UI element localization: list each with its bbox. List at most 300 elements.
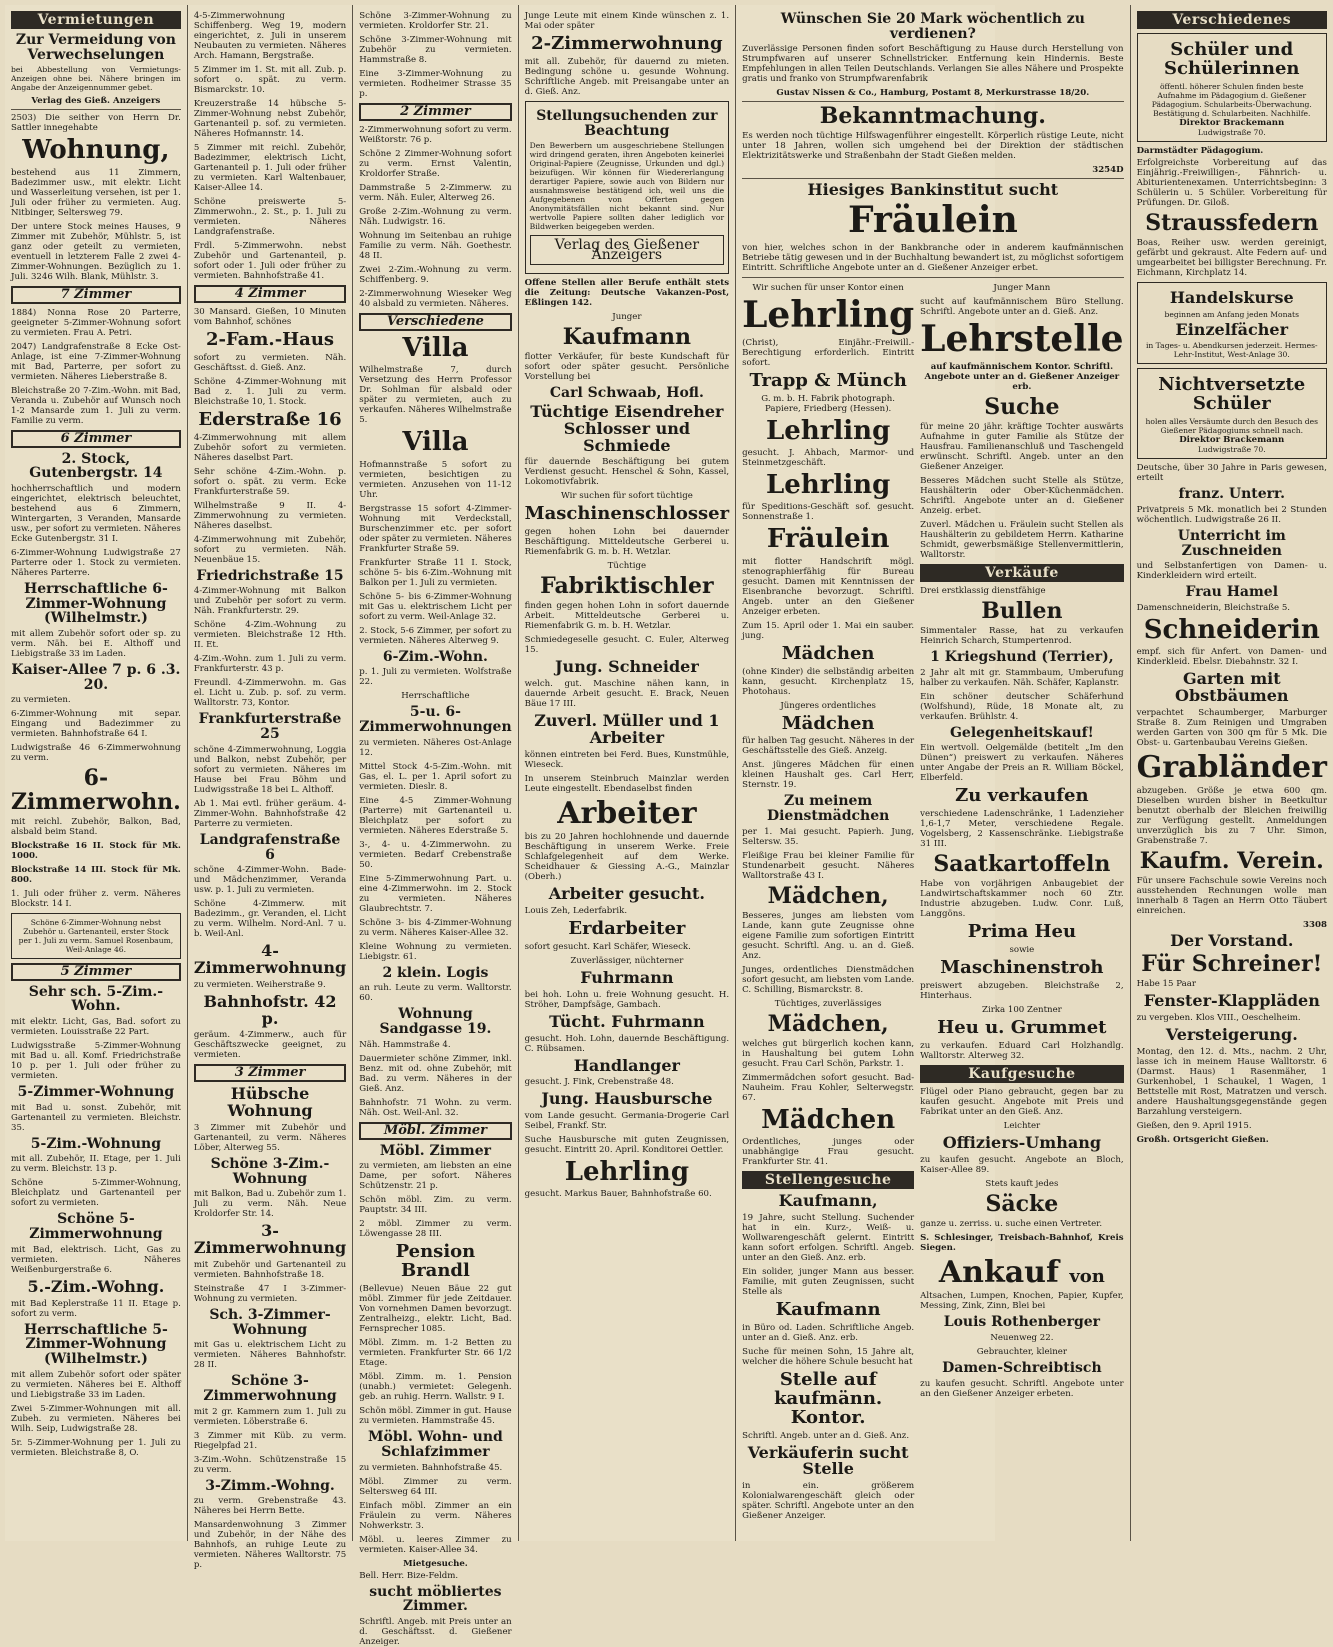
ad-text: mit allem Zubehör sofort oder später zu vermieten. Näheres bei E. Althoff und Liebigstraße 33 im Laden. <box>11 1369 181 1400</box>
section-header-stellengesuche: Stellengesuche <box>742 1171 914 1189</box>
ad-text: Zum 15. April oder 1. Mai ein sauber. jung. <box>742 620 915 641</box>
ad-text: verpachtet Schaumberger, Marburger Straße 8. Zum Reinigen und Umgraben werden Garten von 300 qm für 5 Mk. Die Obst- u. Gartenbaubau Vereins Gießen. <box>1136 707 1327 748</box>
ad-text: Möbl. u. leeres Zimmer zu vermieten. Kaiser-Allee 34. <box>359 1534 512 1555</box>
ad-text: 2047) Landgrafenstraße 8 Ecke Ost-Anlage, ist eine 7-Zimmer-Wohnung mit Bad, Parterre, per sofort zu vermieten. Näheres Lieberstraße 8. <box>11 341 181 382</box>
ad-subcolumn <box>742 281 914 1525</box>
ad-text: mit 2 gr. Kammern zum 1. Juli zu vermieten. Löberstraße 6. <box>193 1406 347 1427</box>
ad-headline: Gelegenheitskauf! <box>949 724 1094 741</box>
ad-text: Bell. Herr. Bize-Feldm. <box>359 1570 459 1581</box>
ad-headline: Mädchen <box>781 642 875 664</box>
ad-headline: Frankfurterstraße 25 <box>198 711 342 743</box>
column-4 <box>519 5 736 1541</box>
ad-headline: Bullen <box>981 597 1063 624</box>
ad-headline: Sehr sch. 5-Zim.-Wohn. <box>28 983 164 1015</box>
ad-text: Ludwigstraße 46 6-Zimmerwohnung zu verm. <box>11 743 181 764</box>
ad-text: Besseres, junges am liebsten vom Lande, kann gute Zeugnisse ohne eigene Familie zum sofortigen Eintritt gesucht. Schriftl. Ang. u. an d. Gieß. Anz. <box>742 910 915 961</box>
ad-text: Möbl. Zimm. m. 1-2 Betten zu vermieten. Frankfurter Str. 66 1/2 Etage. <box>359 1338 512 1369</box>
ad-headline: Saatkartoffeln <box>933 851 1111 878</box>
ad-text: bestehend aus 11 Zimmern, Badezimmer usw., mit elektr. Licht und Wasserleitung versehen, ist per 1. Juli oder früher zu vermieten. Aug. Nitbinger, Seltersweg 79. <box>11 167 181 218</box>
ad-headline: Tüchtige Eisendreher Schlosser und Schmiede <box>530 402 724 455</box>
ad-text: ganze u. zerriss. u. suche einen Vertreter. <box>920 1218 1103 1229</box>
ad-text: Hofmannstraße 5 sofort zu vermieten, besichtigen zu vermieten. Anzusehen von 11-12 Uhr. <box>359 459 512 500</box>
ad-headline: Fuhrmann <box>580 968 674 987</box>
ad-sign: Louis Rothenberger <box>943 1314 1101 1331</box>
ad-headline: Villa <box>402 333 469 363</box>
ad-frame: Schöne 6-Zimmer-Wohnung nebst Zubehör u. Gartenanteil, erster Stock per 1. Juli zu verm. Samuel Rosenbaum, Weil-Anlage 46. <box>11 913 181 959</box>
ad-text: Erfolgreichste Vorbereitung auf das Einjährig.-Freiwilligen-, Fähnrich- u. Abiturientenexamen. Unterrichtsbeginn: 3 Schülerin u. 5 Schüler. Vorbereitung für Prüfungen. Dr. Giloß. <box>1136 157 1327 208</box>
ad-text: per 1. Mai gesucht. Papierh. Jung, Seltersw. 35. <box>742 826 915 847</box>
ad-headline: Bahnhofstr. 42 p. <box>203 991 337 1028</box>
ad-title: Darmstädter Pädagogium. <box>1136 145 1264 156</box>
ad-sign: Frau Hamel <box>1185 584 1279 601</box>
ad-headline: Fräulein <box>766 524 890 555</box>
ad-headline: Möbl. Wohn- und Schlafzimmer <box>368 1429 503 1460</box>
ad-text: holen alles Versäumte durch den Besuch des Gießener Pädagogiums schnell nach. <box>1145 417 1319 436</box>
ad-text: Steinstraße 47 I 3-Zimmer-Wohnung zu vermieten. <box>193 1283 347 1304</box>
ad-text: Schöne 5- bis 6-Zimmer-Wohnung mit Gas u. elektrischem Licht per sofort zu verm. Weil-Anlage 32. <box>359 591 512 622</box>
ad-text: Wilhelmstraße 9 II. 4-Zimmerwohnung zu vermieten. Näheres daselbst. <box>193 500 347 531</box>
ad-headline: Zu verkaufen <box>955 785 1089 807</box>
column-1 <box>5 5 188 1541</box>
ad-text: Bergstrasse 15 sofort 4-Zimmer-Wohnung mit Verdeckstall, Burschenzimmer etc. per sofort oder später zu vermieten. Näheres Frankfurter Straße 59. <box>359 503 512 554</box>
notice-title: Zur Vermeidung von Verwechselungen <box>15 32 176 63</box>
ad-text: gesucht. Hoh. Lohn, dauernde Beschäftigung. C. Rübsamen. <box>524 1033 730 1054</box>
ad-text: in Büro od. Laden. Schriftliche Angeb. unter an d. Gieß. Anz. erb. <box>742 1322 915 1343</box>
ad-headline: 2-Fam.-Haus <box>205 329 335 350</box>
ad-headline: Schöne 3-Zimmerwohnung <box>203 1373 337 1405</box>
notice-body: bei Abbestellung von Vermietungs-Anzeigen ohne bei. Nähere bringen im Angabe der Anzeigennummer gebet. <box>11 65 181 93</box>
ad-sign: Der Vorstand. <box>1170 931 1294 951</box>
ad-text: mit Bad, elektrisch. Licht, Gas zu vermieten. Näheres Weißenburgerstraße 6. <box>11 1244 181 1275</box>
ad-text: finden gegen hohen Lohn in sofort dauernde Arbeit. Mitteldeutsche Gerberei u. Riemenfabrik G. m. b. H. Wetzlar. <box>524 601 730 632</box>
section-header-4-zimmer: 4 Zimmer <box>194 285 346 303</box>
ad-text: S. Schlesinger, Treisbach-Bahnhof, Kreis Siegen. <box>920 1232 1124 1253</box>
ad-text: Schöne 3- bis 4-Zimmer-Wohnung zu verm. Näheres Kaiser-Allee 32. <box>359 917 512 938</box>
ad-text: gesucht. Markus Bauer, Bahnhofstraße 60. <box>524 1189 712 1200</box>
ad-text: Herrschaftliche <box>401 691 470 702</box>
ad-headline: Kaufm. Verein. <box>1139 848 1324 875</box>
ad-text: zu kaufen gesucht. Schriftl. Angebote unter an den Gießener Anzeiger erbeten. <box>920 1378 1124 1399</box>
ad-number: 3254D <box>1092 165 1124 176</box>
ad-text: Zuverlässiger, nüchterner <box>570 956 684 966</box>
ad-headline: Villa <box>402 427 469 458</box>
ad-text: Eine 4-5 Zimmer-Wohnung (Parterre) mit Gartenanteil u. Bleichplatz per sofort zu vermieten. Näheres Ederstraße 5. <box>359 795 512 836</box>
ad-text: mit flotter Handschrift mögl. stenographierfähig für Bureau gesucht. Damen mit Kenntnissen der Eisenbranche bevorzugt. Schriftl. Angeb. unter an den Gießener Anzeiger erbeten. <box>742 556 915 617</box>
ad-text: Ordentliches, junges oder unabhängige Frau gesucht. Frankfurter Str. 41. <box>742 1137 915 1168</box>
ad-text: welch. gut. Maschine nähen kann, in dauernde Arbeit gesucht. E. Brack, Neuen Bäue 17 III. <box>524 679 730 710</box>
ad-text: Simmentaler Rasse, hat zu verkaufen Heinrich Scharch, Stumpertenrod. <box>920 626 1124 647</box>
ad-headline: Fabriktischler <box>540 573 714 600</box>
ad-headline: Handelskurse <box>1169 287 1294 307</box>
ad-text: 2. Stock, 5-6 Zimmer, per sofort zu vermieten. Näheres Alterweg 9. <box>359 625 512 646</box>
ad-text: Dammstraße 5 2-Zimmerw. zu verm. Näh. Euler, Alterweg 26. <box>359 183 512 203</box>
ad-text: Louis Zeh, Lederfabrik. <box>524 906 628 917</box>
ad-text: Jüngeres ordentliches <box>780 700 876 711</box>
ad-text: gesucht. J. Ahbach, Marmor- und Steinmetzgeschäft. <box>742 448 915 469</box>
ad-text: 4-Zim.-Wohn. zum 1. Juli zu verm. Frankfurterstr. 43 p. <box>193 654 347 675</box>
ad-headline: Möbl. Zimmer <box>379 1142 491 1159</box>
ad-text: 4-Zimmerwohnung mit allem Zubehör sofort zu vermieten. Näheres daselbst Part. <box>193 432 347 463</box>
ad-text: gesucht. J. Fink, Crebenstraße 48. <box>524 1077 674 1088</box>
ad-headline: Herrschaftliche 6-Zimmer-Wohnung (Wilhelmstr.) <box>24 581 168 627</box>
ad-headline: Lehrling <box>766 470 891 501</box>
ad-headline: Mädchen <box>761 1104 896 1135</box>
ad-text: Mittel Stock 4-5-Zim.-Wohn. mit Gas, el. L. per 1. April sofort zu vermieten. Dieslr. 8. <box>359 761 512 792</box>
ad-headline: Jung. Hausbursche <box>541 1089 713 1109</box>
ad-headline: Unterricht im Zuschneiden <box>1177 527 1286 559</box>
notice-frame <box>525 101 729 274</box>
ad-text: Ein schöner deutscher Schäferhund (Wolfshund), Rüde, 18 Monate alt, zu verkaufen. Brühlstr. 4. <box>920 691 1124 722</box>
ad-headline: Lehrstelle <box>920 318 1124 361</box>
ad-text: Schöne 2 Zimmer-Wohnung sofort zu verm. Ernst Valentin, Kroldorfer Straße. <box>359 149 512 179</box>
ad-headline: Bekanntmachung. <box>819 103 1046 130</box>
ad-text: an ruh. Leute zu verm. Walltorstr. 60. <box>359 983 512 1004</box>
section-header-verkaeufe: Verkäufe <box>920 564 1123 582</box>
ad-text: Ludwigsstraße 5-Zimmer-Wohnung mit Bad u. all. Komf. Friedrichstraße 10 p. per 1. Juli oder früher zu vermieten. <box>11 1041 181 1082</box>
ad-headline <box>920 1254 1123 1290</box>
ad-headline: Fenster-Klappläden <box>1143 991 1320 1011</box>
ad-text: 30 Mansard. Gießen, 10 Minuten vom Bahnhof, schönes <box>193 307 347 327</box>
ad-headline: Schöne 5-Zimmerwohnung <box>29 1211 163 1243</box>
ad-text: 1884) Nonna Rose 20 Parterre, geeigneter 5-Zimmer-Wohnung sofort zu vermieten. Frau A. Petri. <box>11 307 181 338</box>
ad-text: 2 Jahr alt mit gr. Stammbaum, Umberufung halber zu verkaufen. Näh. Schäfer, Kaplanstr. <box>920 667 1124 688</box>
section-header-6-zimmer: 6 Zimmer <box>11 430 181 448</box>
ad-text: Dauermieter schöne Zimmer, inkl. Benz. mit od. ohne Zubehör, mit Bad. zu verm. Näheres in der Gieß. Anz. <box>359 1053 512 1094</box>
ad-headline: Arbeiter gesucht. <box>548 884 705 904</box>
ad-text: welches gut bürgerlich kochen kann, in Haushaltung bei gutem Lohn gesucht. Frau Carl Schön, Parkstr. 1. <box>742 1038 915 1069</box>
ad-text: Fleißige Frau bei kleiner Familie für Stundenarbeit gesucht. Näheres Walltorstraße 43 I. <box>742 850 915 881</box>
ad-headline: Hiesiges Bankinstitut sucht <box>807 180 1059 200</box>
ad-text: Schön möbl. Zimmer in gut. Hause zu vermieten. Hammstraße 45. <box>359 1406 512 1427</box>
ad-headline: Schneiderin <box>1143 615 1320 645</box>
ad-headline: Verkäuferin sucht Stelle <box>747 1442 909 1479</box>
ad-text: 6-Zimmer-Wohnung Ludwigstraße 27 Parterre oder 1. Stock zu vermieten. Näheres Parterre. <box>11 548 181 579</box>
ad-text: von hier, welches schon in der Bankbranche oder in anderem kaufmännischen Betriebe tätig gewesen und in der Buchhaltung bewandert ist, zu möglichst sofortigem Eintritt. Schriftliche Angebote unter an d. Gießener Anzeiger erbet. <box>742 243 1124 274</box>
ad-subcolumn <box>920 281 1123 1525</box>
ad-text: Suche Hausbursche mit guten Zeugnissen, gesucht. Eintritt 20. April. Konditorei Oettler. <box>524 1135 730 1156</box>
ad-text: preiswert abzugeben. Bleichstraße 2, Hinterhaus. <box>920 981 1124 1002</box>
ad-text: Schöne 4-Zim.-Wohnung zu vermieten. Bleichstraße 12 Hth. II. Et. <box>193 620 347 651</box>
ad-text: Schöne 5-Zimmer-Wohnung, Bleichplatz und Gartenanteil per sofort zu vermieten. <box>11 1178 181 1209</box>
ad-text: Schöne 4-Zimmerw. mit Badezimm., gr. Veranden, el. Licht zu verm. Wilhelm. Nord-Anl. 7 u. b. Weil-Anl. <box>193 899 347 940</box>
ad-headline: Jung. Schneider <box>554 657 699 677</box>
ad-text: Der untere Stock meines Hauses, 9 Zimmer mit Zubehör, Mühlstr. 5, ist ganz oder geteilt zu vermieten, eventuell in letzterem Falle 2 zwei 4-Zimmer-Wohnungen. Bezüglich zu 1. Juli. 3246 Wilh. Blank, Mühlstr. 3. <box>11 221 181 282</box>
ad-headline: Kaiser-Allee 7 p. 6 .3. 20. <box>11 662 181 693</box>
ad-text: Wir suchen für unser Kontor einen <box>752 283 904 294</box>
ad-text: Sehr schöne 4-Zim.-Wohn. p. sofort o. spät. zu verm. Ecke Frankfurterstraße 59. <box>193 466 347 497</box>
ad-text: G. m. b. H. Fabrik photograph. Papiere, Friedberg (Hessen). <box>761 393 895 414</box>
ad-headline: Säcke <box>985 1190 1059 1217</box>
ad-text: können eintreten bei Ferd. Bues, Kunstmühle, Wieseck. <box>524 749 730 770</box>
ad-text: mit Balkon, Bad u. Zubehör zum 1. Juli zu verm. Näh. Neue Kroldorfer Str. 14. <box>193 1189 347 1220</box>
ad-text: mit all. Zubehör, II. Etage, per 1. Juli zu verm. Bleichstr. 13 p. <box>11 1154 181 1175</box>
ad-text: 2 möbl. Zimmer zu verm. Löwengasse 28 III. <box>359 1219 512 1240</box>
ad-headline: Erdarbeiter <box>568 918 686 940</box>
section-header-kaufgesuche: Kaufgesuche <box>920 1065 1123 1083</box>
ad-text: Wir suchen für sofort tüchtige <box>560 491 693 502</box>
ad-text: 5 Zimmer im 1. St. mit all. Zub. p. sofort o. spät. zu verm. Bismarckstr. 10. <box>193 65 347 95</box>
section-header-7-zimmer: 7 Zimmer <box>11 286 181 304</box>
ad-text: 2503) Die seither von Herrn Dr. Sattler innegehabte <box>11 113 181 134</box>
ad-title: Mietgesuche. <box>403 1558 468 1569</box>
ad-text: zu verkaufen. Eduard Carl Holzhandlg. Walltorstr. Alterweg 32. <box>920 1041 1124 1062</box>
notice-sign: Verlag des Gießener Anzeigers <box>530 235 724 265</box>
ad-text: Zwei 2-Zim.-Wohnung zu verm. Schiffenberg. 9. <box>359 265 512 285</box>
ad-headline: Schöne 3-Zim.-Wohnung <box>210 1156 330 1187</box>
ad-text: zu verm. Grebenstraße 43. Näheres bei Herrn Bette. <box>193 1496 347 1517</box>
ad-text: mit Bad u. sonst. Zubehör, mit Gartenanteil zu vermieten. Bleichstr. 35. <box>11 1102 181 1133</box>
ad-headline: Mädchen <box>781 712 875 734</box>
ad-text: für meine 20 jähr. kräftige Tochter auswärts Aufnahme in guter Familie als Stütze der Hausfrau. Familienanschluß und Taschengeld erwünscht. Schriftl. Angeb. unter an den Gießener Anzeiger. <box>920 421 1124 472</box>
ad-text: Ludwigstraße 70. <box>1197 127 1266 137</box>
column-3 <box>353 5 518 1647</box>
ad-sign: Direktor Brackemann <box>1179 435 1285 446</box>
notice-sign: Verlag des Gieß. Anzeigers <box>31 96 161 107</box>
ad-headline: Lehrling <box>766 415 891 446</box>
ad-headline: Landgrafenstraße 6 <box>199 831 341 863</box>
ad-headline: Sch. 3-Zimmer-Wohnung <box>209 1306 331 1338</box>
ad-text: bei hoh. Lohn u. freie Wohnung gesucht. H. Ströher, Dampfsäge, Gambach. <box>524 989 730 1010</box>
ad-text: Tüchtiges, zuverlässiges <box>774 998 882 1009</box>
ad-text: Bleichstraße 20 7-Zim.-Wohn. mit Bad, Veranda u. Zubehör auf Wunsch noch 1-2 Mansarde zum 1. Juli zu verm. Familie zu verm. <box>11 385 181 426</box>
ad-text: Altsachen, Lumpen, Knochen, Papier, Kupfer, Messing, Zink, Zinn, Blei bei <box>920 1291 1124 1312</box>
ad-text: Freundl. 4-Zimmerwohn. m. Gas el. Licht u. Zub. p. sof. zu verm. Walltorstr. 73, Kontor. <box>193 678 347 709</box>
ad-text: zu kaufen gesucht. Angebote an Bloch, Kaiser-Allee 89. <box>920 1154 1124 1175</box>
ad-headline: Lehrling <box>564 1157 689 1188</box>
ad-text: Für unsere Fachschule sowie Vereins noch ausstehenden Rechnungen wolle man innerhalb 8 Tagen an Herrn Otto Täubert einreichen. <box>1136 876 1327 917</box>
ad-text: (Christ), Einjähr.-Freiwill.-Berechtigung erforderlich. Eintritt sofort. <box>742 337 915 368</box>
ad-text: Kleine Wohnung zu vermieten. Liebigstr. 61. <box>359 941 512 962</box>
ad-text: 3-, 4- u. 4-Zimmerwohn. zu vermieten. Bedarf Crebenstraße 50. <box>359 839 512 870</box>
ad-text: und Selbstanfertigen von Damen- u. Kinderkleidern wird erteilt. <box>1136 561 1327 582</box>
ad-headline: Lehrling <box>742 294 915 337</box>
ad-text: zu vermieten. Weiherstraße 9. <box>193 979 326 990</box>
ad-text: empf. sich für Anfert. von Damen- und Kinderkleid. Ebelsr. Diebahnstr. 32 I. <box>1136 647 1327 668</box>
ad-text: Eine 3-Zimmer-Wohnung zu vermieten. Rodheimer Strasse 35 p. <box>359 69 512 99</box>
ad-text: in ein. größerem Kolonialwarengeschäft gleich oder später. Schriftl. Angebote unter an den Gießener Anzeiger. <box>742 1481 915 1522</box>
ad-text: 3-Zim.-Wohn. Schützenstraße 15 zu verm. <box>193 1454 347 1475</box>
ad-text: Offene Stellen aller Berufe enthält stets die Zeitung: Deutsche Vakanzen-Post, Eßlingen 142. <box>524 278 730 309</box>
ad-text: Wohnung im Seitenbau an ruhige Familie zu verm. Näh. Goethestr. 48 II. <box>359 231 512 261</box>
ad-text: Suche für meinen Sohn, 15 Jahre alt, welcher die höhere Schule besucht hat <box>742 1346 915 1367</box>
ad-text: sofort zu vermieten. Näh. Geschäftsst. d. Gieß. Anz. <box>193 352 347 373</box>
ad-text: bis zu 20 Jahren hochlohnende und dauernde Beschäftigung in unserem Werke. Freie Schlafgelegenheit auf dem Werke. Scheidhauer & Giessing A.-G., Mainzlar (Oberh.) <box>524 832 730 883</box>
ad-headline: 2. Stock, Gutenbergstr. 14 <box>29 450 163 482</box>
ad-text: mit Bad Keplerstraße 11 II. Etage p. sofort zu verm. <box>11 1298 181 1319</box>
ad-text: Flügel oder Piano gebraucht, gegen bar zu kaufen gesucht. Angebote mit Preis und Fabrikat unter an den Gieß. Anz. <box>920 1087 1124 1118</box>
ad-text: Tüchtige <box>607 561 647 572</box>
ad-headline: Schüler und Schülerinnen <box>1164 39 1300 79</box>
ad-text: Frdl. 5-Zimmerwohn. nebst Zubehör und Gartenanteil, p. sofort oder 1. Juli oder früher zu vermieten. Bahnhofstraße 41. <box>193 241 347 281</box>
ad-text: Gebrauchter, kleiner <box>976 1347 1068 1358</box>
ad-text: Leichter <box>1003 1121 1041 1132</box>
ad-headline: 4-Zimmerwohnung <box>193 941 347 978</box>
ad-headline: 6-Zim.-Wohn. <box>382 648 488 665</box>
ad-frame <box>1137 282 1327 365</box>
ad-headline: Kaufmann <box>562 324 692 351</box>
ad-text: 3 Zimmer mit Küb. zu verm. Riegelpfad 21. <box>193 1430 347 1451</box>
ad-text: hochherrschaftlich und modern eingerichtet, elektrisch beleuchtet, bestehend aus 6 Zimmern, Wintergarten, 3 Veranden, Mansarde usw., per sofort zu vermieten. Näheres Ecke Gutenbergstr. 31 I. <box>11 484 181 545</box>
ad-headline: Wohnung, <box>22 135 170 166</box>
ad-text: in Tages- u. Abendkursen jederzeit. Hermes-Lehr-Institut, West-Anlage 30. <box>1145 341 1318 360</box>
ad-headline: 5-u. 6-Zimmerwohnungen <box>359 704 512 735</box>
ad-text: auf kaufmännischem Kontor. Schriftl. Angebote unter an d. Gießener Anzeiger erb. <box>924 361 1120 392</box>
ad-headline: Garten mit Obstbäumen <box>1175 669 1289 706</box>
ad-text: für halben Tag gesucht. Näheres in der Geschäftsstelle des Gieß. Anzeig. <box>742 736 915 757</box>
ad-text: sowie <box>1009 945 1035 956</box>
ad-headline: 5-Zimmer-Wohnung <box>17 1084 175 1101</box>
ad-text: 2-Zimmerwohnung Wieseker Weg 40 alsbald zu vermieten. Näheres. <box>359 289 512 309</box>
ad-text: 2-Zimmerwohnung sofort zu verm. Weißtorstr. 76 p. <box>359 125 512 145</box>
ad-headline: Maschinenschlosser <box>524 503 730 525</box>
section-header-2-zimmer: 2 Zimmer <box>359 103 511 121</box>
ad-text: sucht auf kaufmännischem Büro Stellung. Schriftl. Angebote unter an d. Gieß. Anz. <box>920 297 1124 318</box>
ad-headline: Für Schreiner! <box>1141 951 1323 978</box>
ad-text: Schmiedegeselle gesucht. C. Euler, Alterweg 15. <box>524 635 730 656</box>
ad-text: Drei erstklassig dienstfähige <box>920 585 1046 596</box>
ad-text: p. 1. Juli zu vermieten. Wolfstraße 22. <box>359 667 512 688</box>
ad-text: Schöne 4-Zimmer-Wohnung mit Bad z. 1. Juli zu verm. Bleichstraße 10, 1. Stock. <box>193 376 347 407</box>
ad-headline: 1 Kriegshund (Terrier), <box>930 649 1114 666</box>
ad-text: mit Gas u. elektrischem Licht zu vermieten. Näheres Bahnhofstr. 28 II. <box>193 1340 347 1371</box>
ad-text: geräum. 4-Zimmerw., auch für Geschäftszwecke geeignet, zu vermieten. <box>193 1030 347 1061</box>
ad-text: zu vermieten. <box>11 695 71 706</box>
ad-headline: Arbeiter <box>557 795 697 831</box>
ad-text: mit elektr. Licht, Gas, Bad. sofort zu vermieten. Louisstraße 22 Part. <box>11 1017 181 1038</box>
ad-text: 6-Zimmer-Wohnung mit separ. Eingang und Badezimmer zu vermieten. Bahnhofstraße 64 I. <box>11 709 181 740</box>
section-header-verschiedenes: Verschiedenes <box>1137 11 1327 29</box>
ad-sign: Carl Schwaab, Hofl. <box>549 385 704 402</box>
ad-text: vom Lande gesucht. Germania-Drogerie Carl Seibel, Frankf. Str. <box>524 1111 730 1132</box>
ad-headline: 2-Zimmerwohnung <box>531 33 723 54</box>
ad-text: Ein solider, junger Mann aus besser. Familie, mit guten Zeugnissen, sucht Stelle als <box>742 1267 915 1298</box>
ad-text: Privatpreis 5 Mk. monatlich bei 2 Stunden wöchentlich. Ludwigstraße 26 II. <box>1136 504 1327 525</box>
ad-headline: Offiziers-Umhang <box>942 1133 1102 1153</box>
ad-text: Es werden noch tüchtige Hilfswagenführer eingestellt. Körperlich rüstige Leute, nicht unter 18 Jahren, wollen sich umgehend bei der Direktion der städtischen Elektrizitätswerke und Straßenbahn der Stadt Gießen melden. <box>742 131 1124 162</box>
column-2 <box>188 5 353 1571</box>
ad-text: Schöne 3-Zimmer-Wohnung mit Zubehör zu vermieten. Hammstraße 8. <box>359 35 512 65</box>
section-header-5-zimmer: 5 Zimmer <box>11 963 181 981</box>
ad-sign: Trapp & Münch <box>749 369 907 391</box>
ad-text: Zuverlässige Personen finden sofort Beschäftigung zu Hause durch Herstellung von Strumpfwaren auf unserer Schnellstricker. Entfernung kein Hindernis. Beste Empfehlungen in allen Teilen Deutschlands. Verlangen Sie alles Nähere und Prospekte gratis und franko von Strumpfwarenfabrik <box>742 44 1124 85</box>
ad-text: (ohne Kinder) die selbständig arbeiten kann, gesucht. Kirchenplatz 15, Photohaus. <box>742 666 915 697</box>
ad-text: Möbl. Zimm. m. 1. Pension (unabh.) vermietet: Gelegenh. geb. an ruhig. Herrn. Wallstr. 9 I. <box>359 1372 512 1403</box>
ad-text: Große 2-Zim.-Wohnung zu verm. Näh. Ludwigstr. 16. <box>359 207 512 227</box>
ad-text: zu vermieten. Bahnhofstraße 45. <box>359 1462 503 1473</box>
ad-headline: franz. Unterr. <box>1178 486 1285 503</box>
ad-text: Ein wertvoll. Oelgemälde (betitelt „Im den Dünen“) preiswert zu verkaufen. Näheres unter Angabe der Preis an R. William Böckel, Elberfeld. <box>920 743 1124 784</box>
ad-text: für dauernde Beschäftigung bei gutem Verdienst gesucht. Henschel & Sohn, Kassel, Lokomotivfabrik. <box>524 457 730 488</box>
ad-text: Neuenweg 22. <box>990 1333 1054 1344</box>
ad-headline: Pension Brandl <box>395 1241 476 1282</box>
ad-headline: Versteigerung. <box>1165 1025 1298 1045</box>
ad-headline: sucht möbliertes Zimmer. <box>369 1583 502 1615</box>
ad-frame <box>1137 33 1327 142</box>
ad-headline: Zuverl. Müller und 1 Arbeiter <box>534 711 720 748</box>
ad-text: Ludwigstraße 70. <box>1197 445 1266 455</box>
ad-text: Gießen, den 9. April 1915. <box>1136 1120 1252 1131</box>
ad-text: Schön möbl. Zim. zu verm. Pauptstr. 34 III. <box>359 1195 512 1216</box>
ad-text: mit allem Zubehör sofort oder sp. zu verm. Näh. bei E. Althoff und Liebigstraße 33 im Laden. <box>11 629 181 660</box>
notice-body: Den Bewerbern um ausgeschriebene Stellungen wird dringend geraten, ihren Angeboten keinerlei Original-Papiere (Zeugnisse, Urkunden und dgl.) beizufügen. Wir können für Wiedererlangung derartiger Papiere, sowie auch von Bildern nur ausnahmsweise bestätigend ich, weil uns die Aufgegebenen von Offerten gegen Anonymitätsfällen nicht bekannt sind. Nur wertvolle Papiere sollten daher lediglich vor Bildwerken beigegeben werden. <box>529 141 725 232</box>
ad-headline: 3-Zimmerwohnung <box>193 1221 347 1258</box>
ad-text: Junge Leute mit einem Kinde wünschen z. 1. Mai oder später <box>524 11 730 31</box>
ad-headline: Tücht. Fuhrmann <box>549 1011 705 1031</box>
ad-row <box>742 281 1123 1525</box>
ad-text: Junger Mann <box>993 283 1051 294</box>
ad-text: Schriftl. Angeb. unter an d. Gieß. Anz. <box>742 1430 910 1441</box>
ad-text: 19 Jahre, sucht Stellung. Suchender hat in ein. Kurz-, Weiß- u. Wollwarengeschäft gelernt. Eintritt kann sofort erfolgen. Schriftl. Angeb. unter an den Gieß. Anz. erb. <box>742 1213 915 1264</box>
ad-headline: Stelle auf kaufmänn. Kontor. <box>774 1368 883 1428</box>
ad-text: Stets kauft jedes <box>985 1178 1059 1189</box>
ad-text: zu vermieten. Näheres Ost-Anlage 12. <box>359 737 512 758</box>
ad-text: Zwei 5-Zimmer-Wohnungen mit all. Zubeh. zu vermieten. Näheres bei Wilh. Seip, Ludwigstraße 28. <box>11 1403 181 1434</box>
ad-text: schöne 4-Zimmer-Wohn. Bade- und Mädchenzimmer, Veranda usw. p. 1. Juli zu vermieten. <box>193 865 347 896</box>
ad-text: sofort gesucht. Karl Schäfer, Wieseck. <box>524 942 691 952</box>
ad-text: Blockstraße 14 III. Stock für Mk. 800. <box>11 864 181 885</box>
newspaper-page <box>5 5 1327 1647</box>
ad-text: mit Zubehör und Gartenanteil zu vermieten. Bahnhofstraße 18. <box>193 1259 347 1280</box>
ad-text: 5r. 5-Zimmer-Wohnung per 1. Juli zu vermieten. Bleichstraße 8, O. <box>11 1437 181 1458</box>
ad-sign: Direktor Brackemann <box>1179 117 1285 128</box>
ad-headline-suffix: von <box>1069 1265 1105 1287</box>
ad-frame <box>1137 368 1327 459</box>
section-header-verschiedene: Verschiedene <box>359 313 511 331</box>
ad-headline: Wünschen Sie 20 Mark wöchentlich zu verdienen? <box>780 11 1085 42</box>
ad-text: Wilhelmstraße 7, durch Versetzung des Herrn Professor Dr. Sohlman für alsbald oder später zu vermieten, auch zu verkaufen. Näheres Wilhelmstraße 5. <box>359 365 512 426</box>
ad-headline: Herrschaftliche 5-Zimmer-Wohnung (Wilhelmstr.) <box>24 1321 168 1367</box>
ad-text: Habe 15 Paar <box>1136 979 1196 990</box>
ad-headline: Mädchen, <box>767 882 889 909</box>
ad-text: Junger <box>612 312 642 323</box>
ad-headline: Grabländer <box>1136 749 1327 785</box>
ad-text: Mansardenwohnung 3 Zimmer und Zubehör, in der Nähe des Bahnhofs, an ruhige Leute zu vermieten. Näheres Walltorstr. 75 p. <box>193 1520 347 1571</box>
ad-headline: Prima Heu <box>967 921 1077 943</box>
ad-text: Schöne 3-Zimmer-Wohnung zu vermieten. Kroldorfer Str. 21. <box>359 11 512 31</box>
ad-text: gegen hohen Lohn bei dauernder Beschäftigung. Mitteldeutsche Gerberei u. Riemenfabrik G. m. b. H. Wetzlar. <box>524 527 730 558</box>
ad-text: Besseres Mädchen sucht Stelle als Stütze, Haushälterin oder Ober-Küchenmädchen. Schriftl. Angebote unter an d. Gießener Anzeig. erbet. <box>920 475 1124 516</box>
ad-text: 1. Juli oder früher z. verm. Näheres Blockstr. 14 I. <box>11 888 181 909</box>
ad-text: Eine 5-Zimmerwohnung Part. u. eine 4-Zimmerwohn. im 2. Stock zu vermieten. Näheres Glaubrechtstr. 7. <box>359 873 512 914</box>
ad-text: mit reichl. Zubehör, Balkon, Bad, alsbald beim Stand. <box>11 816 181 837</box>
ad-text: Deutsche, über 30 Jahre in Paris gewesen, erteilt <box>1136 463 1327 484</box>
ad-text: flotter Verkäufer, für beste Kundschaft für sofort oder später gesucht. Persönliche Vorstellung bei <box>524 352 730 383</box>
ad-headline: Einzelfächer <box>1175 319 1289 339</box>
ad-text: Näh. Hammstraße 4. <box>359 1039 451 1050</box>
ad-headline: Hübsche Wohnung <box>227 1084 313 1121</box>
ad-headline: Maschinenstroh <box>940 957 1104 979</box>
column-5 <box>736 5 1130 1541</box>
ad-text: öffentl. höherer Schulen finden beste Aufnahme im Pädagogium d. Gießener Pädagogium. Schularbeits-Überwachung. Bestätigung d. Schularbeiten. Nachhilfe. <box>1151 81 1312 118</box>
ad-text: schöne 4-Zimmerwohnung, Loggia und Balkon, nebst Zubehör, per sofort zu vermieten. Näheres im Hause bei Frau Böhm und Ludwigsstraße 18 bei L. Althoff. <box>193 744 347 795</box>
ad-text: zu vergeben. Klos VIII., Oeschelheim. <box>1136 1013 1301 1024</box>
ad-text: Kreuzerstraße 14 hübsche 5-Zimmer-Wohnung nebst Zubehör, Gartenanteil p. sof. zu vermieten. Näheres Hofmannstr. 14. <box>193 99 347 139</box>
ad-text: Junges, ordentliches Dienstmädchen sofort gesucht, am liebsten vom Lande. C. Schilling, Bismarckstr. 8. <box>742 964 915 995</box>
ad-sign: Gustav Nissen & Co., Hamburg, Postamt 8, Merkurstrasse 18/20. <box>776 88 1090 99</box>
ad-headline: Damen-Schreibtisch <box>942 1360 1102 1377</box>
ad-headline: Friedrichstraße 15 <box>196 567 344 584</box>
ad-text: Einfach möbl. Zimmer an ein Fräulein zu verm. Näheres Nohwerkstr. 3. <box>359 1500 512 1531</box>
ad-headline: Suche <box>984 393 1060 420</box>
ad-text: Zirka 100 Zentner <box>981 1005 1062 1016</box>
ad-headline: Kaufmann <box>775 1299 881 1321</box>
ad-text: 5 Zimmer mit reichl. Zubehör, Badezimmer, elektrisch Licht, Gartenanteil p. 1. Juli oder früher zu vermieten. Karl Waltenbauer, Kaiser-Allee 14. <box>193 143 347 193</box>
ad-headline: Wohnung Sandgasse 19. <box>379 1006 492 1038</box>
ad-headline: Ederstraße 16 <box>198 408 342 430</box>
ad-headline: Mädchen, <box>767 1010 889 1037</box>
ad-text: Habe von vorjährigen Anbaugebiet der Landwirtschaftskammer noch 60 Ztr. Industrie abzugeben. Ludw. Conr. Luß, Langgöns. <box>920 879 1124 920</box>
ad-text: abzugeben. Größe je etwa 600 qm. Dieselben wurden bisher in Beetkultur benutzt oberhalb der Bleichen freiwillig zur Verfügung gestellt. Anmeldungen unverzüglich bis zu 7 Uhr. Simon, Grabenstraße 7. <box>1136 786 1327 847</box>
